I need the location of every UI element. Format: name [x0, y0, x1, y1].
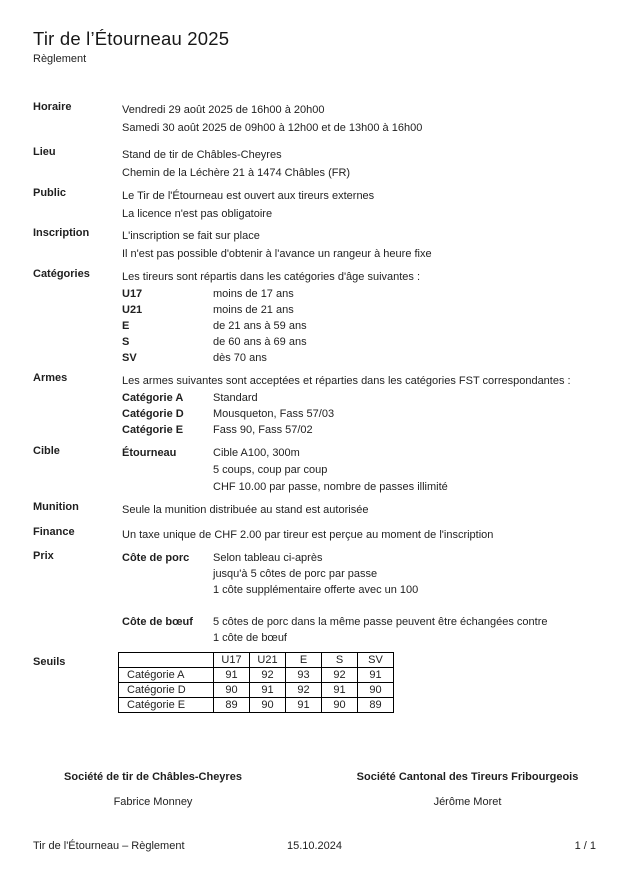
text-line: Seule la munition distribuée au stand est autorisée: [122, 504, 369, 516]
category-row: [122, 302, 609, 318]
table-cell: 91: [214, 668, 250, 683]
table-header-cell: SV: [358, 653, 394, 668]
category-value: moins de 17 ans: [213, 288, 294, 300]
footer-document-title: Tir de l'Étourneau – Règlement: [33, 840, 185, 852]
table-cell: 93: [286, 668, 322, 683]
section-label-inscription: Inscription: [33, 227, 90, 239]
weapon-category-row: [122, 422, 609, 438]
section-label-lieu: Lieu: [33, 146, 56, 158]
thresholds-table: [118, 652, 394, 713]
table-cell: 89: [214, 698, 250, 713]
table-row-label: Catégorie D: [119, 683, 214, 698]
weapon-category-value: Mousqueton, Fass 57/03: [213, 408, 335, 420]
section-public: [33, 187, 609, 223]
category-key: SV: [122, 352, 137, 364]
text-line: 5 coups, coup par coup: [213, 464, 328, 476]
organization-name: Société de tir de Châbles-Cheyres: [64, 771, 242, 783]
category-value: moins de 21 ans: [213, 304, 294, 316]
text-line: Cible A100, 300m: [213, 447, 300, 459]
text-line: Samedi 30 août 2025 de 09h00 à 12h00 et de 13h00 à 16h00: [122, 122, 423, 134]
section-label-public: Public: [33, 187, 67, 199]
category-key: E: [122, 320, 130, 332]
organization-name: Société Cantonal des Tireurs Fribourgeois: [356, 771, 579, 783]
table-header-cell: U21: [250, 653, 286, 668]
table-row: [119, 683, 394, 698]
table-header-cell: U17: [214, 653, 250, 668]
category-key: U17: [122, 288, 143, 300]
section-label-prix: Prix: [33, 550, 54, 562]
footer-page-number: 1 / 1: [574, 840, 597, 852]
text-line: 1 côte de bœuf: [213, 632, 287, 644]
text-line: Selon tableau ci-après: [213, 552, 323, 564]
table-header-cell: S: [322, 653, 358, 668]
prize-key: Côte de porc: [122, 552, 190, 564]
table-header-cell: [119, 653, 214, 668]
section-prix: [33, 550, 609, 598]
text-line: L'inscription se fait sur place: [122, 230, 260, 242]
section-prix-boeuf: [33, 614, 609, 646]
table-cell: 91: [250, 683, 286, 698]
signature-block-left: [0, 770, 306, 809]
section-finance: [33, 526, 609, 544]
text-line: CHF 10.00 par passe, nombre de passes illimité: [213, 481, 448, 493]
weapon-category-key: Catégorie E: [122, 424, 184, 436]
category-row: [122, 286, 609, 302]
section-label-munition: Munition: [33, 501, 79, 513]
table-cell: 92: [286, 683, 322, 698]
table-header-row: [119, 653, 394, 668]
category-value: dès 70 ans: [213, 352, 267, 364]
section-label-cible: Cible: [33, 445, 60, 457]
target-key: Étourneau: [122, 447, 177, 459]
table-cell: 90: [358, 683, 394, 698]
signature-block-right: [306, 770, 629, 809]
section-horaire: [33, 101, 609, 137]
table-cell: 91: [286, 698, 322, 713]
text-line: La licence n'est pas obligatoire: [122, 208, 273, 220]
signatory-name: Fabrice Monney: [113, 796, 193, 808]
table-header-cell: E: [286, 653, 322, 668]
signatory-name: Jérôme Moret: [433, 796, 502, 808]
prize-row-porc: [122, 550, 609, 598]
table-cell: 90: [214, 683, 250, 698]
category-row: [122, 318, 609, 334]
text-line: Les armes suivantes sont acceptées et réparties dans les catégories FST correspondantes :: [122, 375, 571, 387]
text-line: Le Tir de l'Étourneau est ouvert aux tireurs externes: [122, 190, 375, 202]
table-cell: 90: [250, 698, 286, 713]
section-label-categories: Catégories: [33, 268, 90, 280]
section-cible: [33, 445, 609, 496]
section-label-seuils: Seuils: [33, 656, 66, 668]
text-line: Il n'est pas possible d'obtenir à l'avance un rangeur à heure fixe: [122, 248, 432, 260]
page-subtitle: Règlement: [33, 53, 87, 65]
weapon-category-value: Standard: [213, 392, 258, 404]
text-line: Un taxe unique de CHF 2.00 par tireur est perçue au moment de l'inscription: [122, 529, 494, 541]
table-cell: 91: [322, 683, 358, 698]
section-munition: [33, 501, 609, 519]
text-line: jusqu'à 5 côtes de porc par passe: [213, 568, 378, 580]
category-key: S: [122, 336, 130, 348]
section-armes: [33, 372, 609, 438]
table-cell: 92: [250, 668, 286, 683]
text-line: Chemin de la Léchère 21 à 1474 Châbles (FR): [122, 167, 351, 179]
table-row-label: Catégorie A: [119, 668, 214, 683]
text-line: Vendredi 29 août 2025 de 16h00 à 20h00: [122, 104, 325, 116]
section-seuils: [33, 652, 609, 713]
section-label-horaire: Horaire: [33, 101, 72, 113]
text-line: 5 côtes de porc dans la même passe peuvent être échangées contre: [213, 616, 548, 628]
weapon-category-key: Catégorie A: [122, 392, 184, 404]
prize-row-boeuf: [122, 614, 609, 646]
category-value: de 21 ans à 59 ans: [213, 320, 307, 332]
text-line: 1 côte supplémentaire offerte avec un 100: [213, 584, 419, 596]
table-row-label: Catégorie E: [119, 698, 214, 713]
category-row: [122, 350, 609, 366]
section-label-armes: Armes: [33, 372, 68, 384]
page-title: Tir de l’Étourneau 2025: [33, 28, 230, 49]
section-inscription: [33, 227, 609, 263]
weapon-category-key: Catégorie D: [122, 408, 184, 420]
page-footer: [33, 839, 596, 853]
section-categories: [33, 268, 609, 366]
target-row: [122, 445, 609, 496]
table-cell: 90: [322, 698, 358, 713]
weapon-category-value: Fass 90, Fass 57/02: [213, 424, 313, 436]
category-value: de 60 ans à 69 ans: [213, 336, 307, 348]
table-row: [119, 668, 394, 683]
text-line: Les tireurs sont répartis dans les catégories d'âge suivantes :: [122, 271, 421, 283]
footer-date: 15.10.2024: [286, 840, 343, 852]
section-label-finance: Finance: [33, 526, 75, 538]
prize-key: Côte de bœuf: [122, 616, 193, 628]
text-line: Stand de tir de Châbles-Cheyres: [122, 149, 282, 161]
table-row: [119, 698, 394, 713]
weapon-category-row: [122, 390, 609, 406]
table-cell: 89: [358, 698, 394, 713]
category-key: U21: [122, 304, 143, 316]
table-cell: 92: [322, 668, 358, 683]
section-label-spacer: [33, 614, 122, 646]
weapon-category-row: [122, 406, 609, 422]
section-lieu: [33, 146, 609, 182]
table-cell: 91: [358, 668, 394, 683]
category-row: [122, 334, 609, 350]
